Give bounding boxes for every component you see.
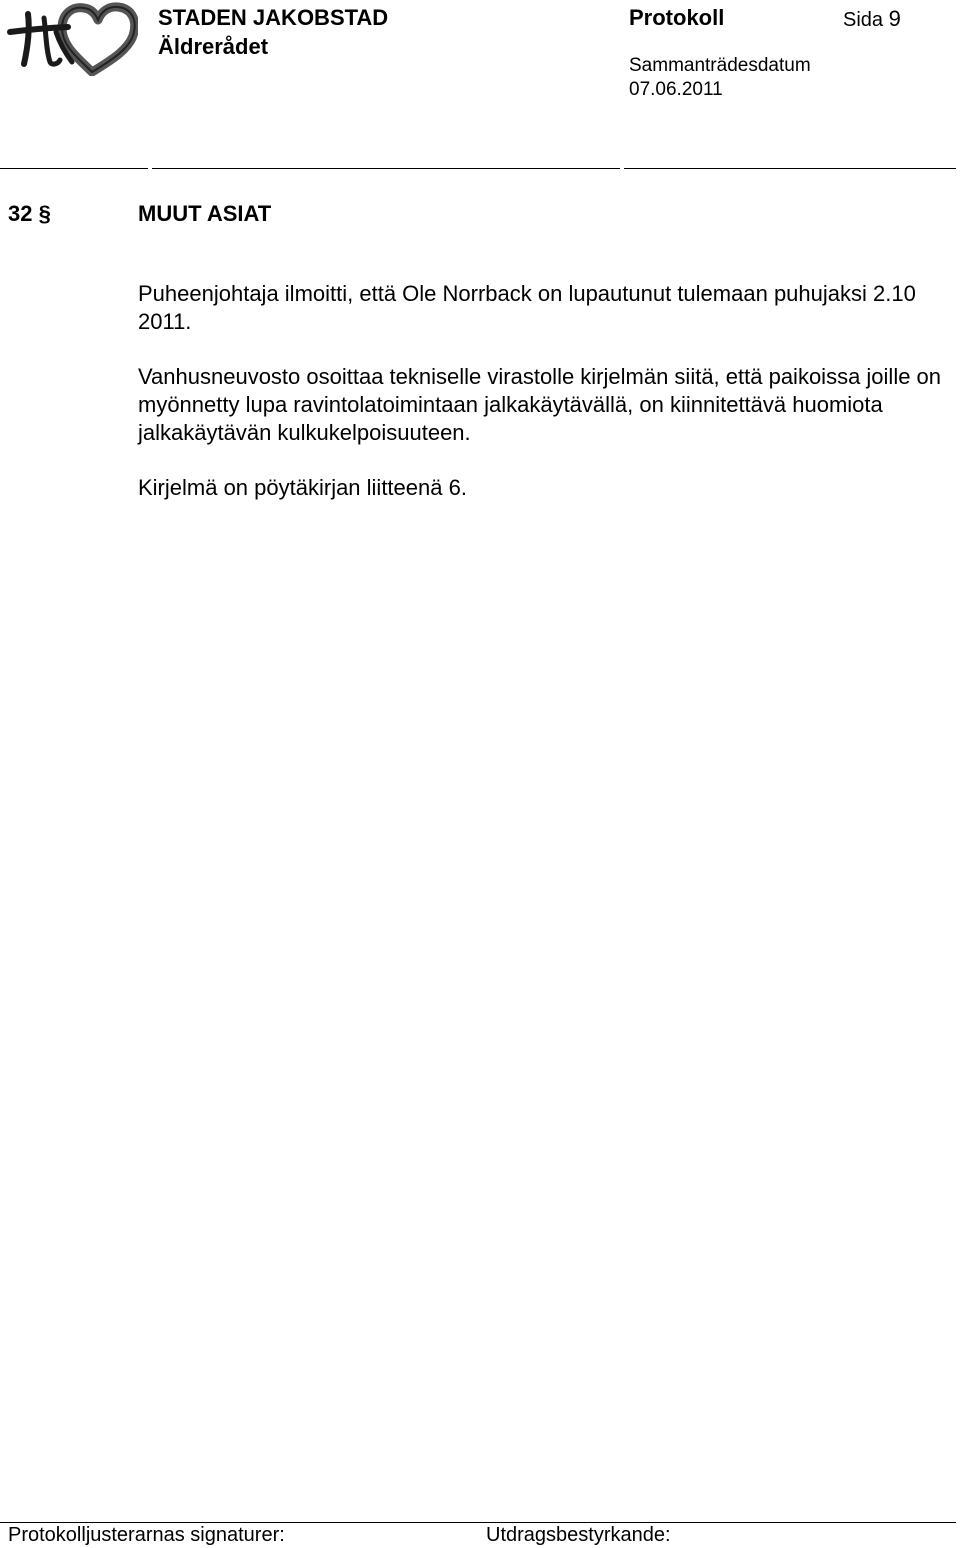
section-title: MUUT ASIAT <box>138 201 272 226</box>
organization-name: STADEN JAKOBSTAD <box>158 5 389 30</box>
paragraph: Puheenjohtaja ilmoitti, että Ole Norrback on lupautunut tulemaan puhujaksi 2.10 2011. <box>138 281 916 334</box>
header-divider <box>0 168 148 169</box>
meeting-date-value: 07.06.2011 <box>629 79 723 100</box>
department-name: Äldrerådet <box>158 34 269 59</box>
document-type: Protokoll <box>629 5 725 30</box>
signatures-label: Protokolljusterarnas signaturer: <box>8 1524 285 1546</box>
section-number-value: 32 <box>8 201 33 226</box>
page-number: 9 <box>888 6 901 31</box>
paragraph: Kirjelmä on pöytäkirjan liitteenä 6. <box>138 475 467 500</box>
heart-logo-icon <box>6 2 138 76</box>
section-symbol: § <box>38 201 51 226</box>
footer-divider <box>0 1522 956 1523</box>
meeting-date-label: Sammanträdesdatum <box>629 55 811 76</box>
section-number <box>8 201 51 227</box>
page-label: Sida <box>843 9 884 31</box>
header-divider <box>152 168 620 169</box>
page-indicator <box>843 6 901 32</box>
header-divider <box>624 168 956 169</box>
paragraph: Vanhusneuvosto osoittaa tekniselle virastolle kirjelmän siitä, että paikoissa joille on myönnetty lupa ravintolatoimintaan jalkakäytävällä, on kiinnitettävä huomiota jalkakäytävän kulkukelpoisuuteen. <box>138 364 942 445</box>
extract-certification-label: Utdragsbestyrkande: <box>486 1524 671 1546</box>
